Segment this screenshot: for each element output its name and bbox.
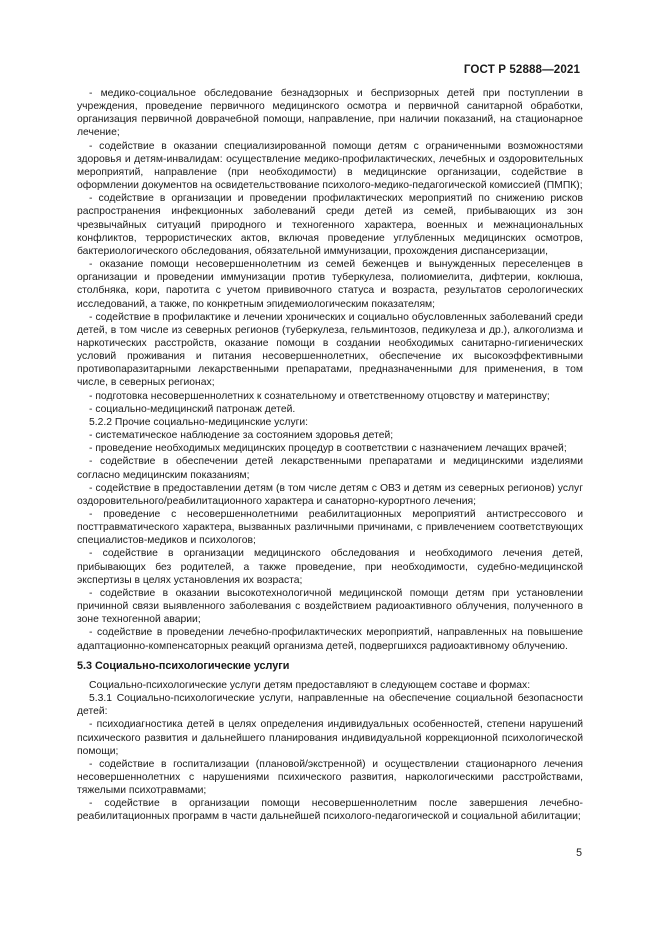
paragraph: - подготовка несовершеннолетних к сознательному и ответственному отцовству и материнству; <box>89 390 550 402</box>
paragraph: - содействие в обеспечении детей лекарственными препаратами и медицинскими изделиями согласно медицинским показаниям; <box>77 456 583 481</box>
paragraph: - психодиагностика детей в целях определения индивидуальных особенностей, степени нарушений психического развития и дальнейшего планирования индивидуальной коррекционной психологической помощи; <box>77 719 583 757</box>
paragraph: - оказание помощи несовершеннолетним из семей беженцев и вынужденных переселенцев в организации и проведении иммунизации против туберкулеза, полиомиелита, дифтерии, коклюша, столбняка, кори, паротита с учетом прививочного статуса и возраста, результатов серологических исследований, а также, по конкретным эпидемиологическим показателям; <box>77 259 583 310</box>
paragraph: - содействие в оказании высокотехнологичной медицинской помощи детям при установлении причинной связи выявленного заболевания с воздействием радиоактивного облучения, полученного в зоне техногенной аварии; <box>77 587 583 626</box>
paragraph: - содействие в организации и проведении профилактических мероприятий по снижению рисков распространения инфекционных заболеваний среди детей из семей, прибывающих из зон чрезвычайных ситуаций природного и техногенного характера, военных и межнациональных конфликтов, террористических актов, включая проведение углубленных медицинских осмотров, бактериологического обследования, обязательной иммунизации, прохождения диспансеризации, <box>77 193 583 257</box>
paragraph: - содействие в профилактике и лечении хронических и социально обусловленных заболеваний среди детей, в том числе из северных регионов (туберкулеза, гельминтозов, педикулеза и др.), алкоголизма и наркотических расстройств, оказание помощи в создании необходимых санитарно-гигиенических условий проживания и питания несовершеннолетних, обеспечение их высокоэффективными противопаразитарными лекарственными препаратами, предназначенными для применения, в том числе, в северных регионах; <box>77 311 583 389</box>
section-heading: 5.3 Социально-психологические услуги <box>77 659 290 672</box>
paragraph: 5.2.2 Прочие социально-медицинские услуги: <box>89 416 309 428</box>
paragraph: Социально-психологические услуги детям предоставляют в следующем составе и формах: <box>89 679 531 691</box>
paragraph: - содействие в организации помощи несовершеннолетним после завершения лечебно-реабилитационных программ в части дальнейшей психолого-педагогической и социальной абилитации; <box>77 798 583 823</box>
paragraph: - систематическое наблюдение за состоянием здоровья детей; <box>89 430 394 442</box>
paragraph: - социально-медицинский патронаж детей. <box>89 403 296 415</box>
paragraph: - содействие в проведении лечебно-профилактических мероприятий, направленных на повышение адаптационно-компенсаторных реакций организма детей, подвергшихся радиоактивному облучению. <box>77 627 583 652</box>
paragraph: - содействие в организации медицинского обследования и необходимого лечения детей, прибывающих без родителей, а также проведение, при необходимости, судебно-медицинской экспертизы в целях установления их возраста; <box>77 548 583 586</box>
paragraph: 5.3.1 Социально-психологические услуги, направленные на обеспечение социальной безопасности детей: <box>77 693 583 718</box>
paragraph: - содействие в предоставлении детям (в том числе детям с ОВЗ и детям из северных регионов) услуг оздоровительного/реабилитационного характера и санаторно-курортного лечения; <box>77 482 583 507</box>
paragraph: - содействие в оказании специализированной помощи детям с ограниченными возможностями здоровья и детям-инвалидам: осуществление медико-профилактических, лечебных и оздоровительных мероприятий, направление (при необходимости) в медицинские организации, содействие в оформлении документов на освидетельствование психолого-медико-педагогической комиссией (ПМПК); <box>77 140 583 192</box>
paragraph: - проведение с несовершеннолетними реабилитационных мероприятий антистрессового и посттравматического характера, вызванных различными причинами, с привлечением соответствующих специалистов-медиков и психологов; <box>77 509 583 547</box>
paragraph: - медико-социальное обследование безнадзорных и беспризорных детей при поступлении в учреждения, проведение первичного медицинского осмотра и первичной санитарной обработки, организация первичной доврачебной помощи, направление, при наличии показаний, на стационарное лечение; <box>77 88 583 139</box>
paragraph: - содействие в госпитализации (плановой/экстренной) и осуществлении стационарного лечения несовершеннолетних с нарушениями психического развития, наркологическими расстройствами, тяжелыми психотравмами; <box>77 758 583 797</box>
document-header: ГОСТ Р 52888—2021 <box>463 63 580 76</box>
document-body <box>77 87 583 824</box>
page-number: 5 <box>576 847 582 859</box>
paragraph: - проведение необходимых медицинских процедур в соответствии с назначением лечащих врачей; <box>89 443 567 455</box>
